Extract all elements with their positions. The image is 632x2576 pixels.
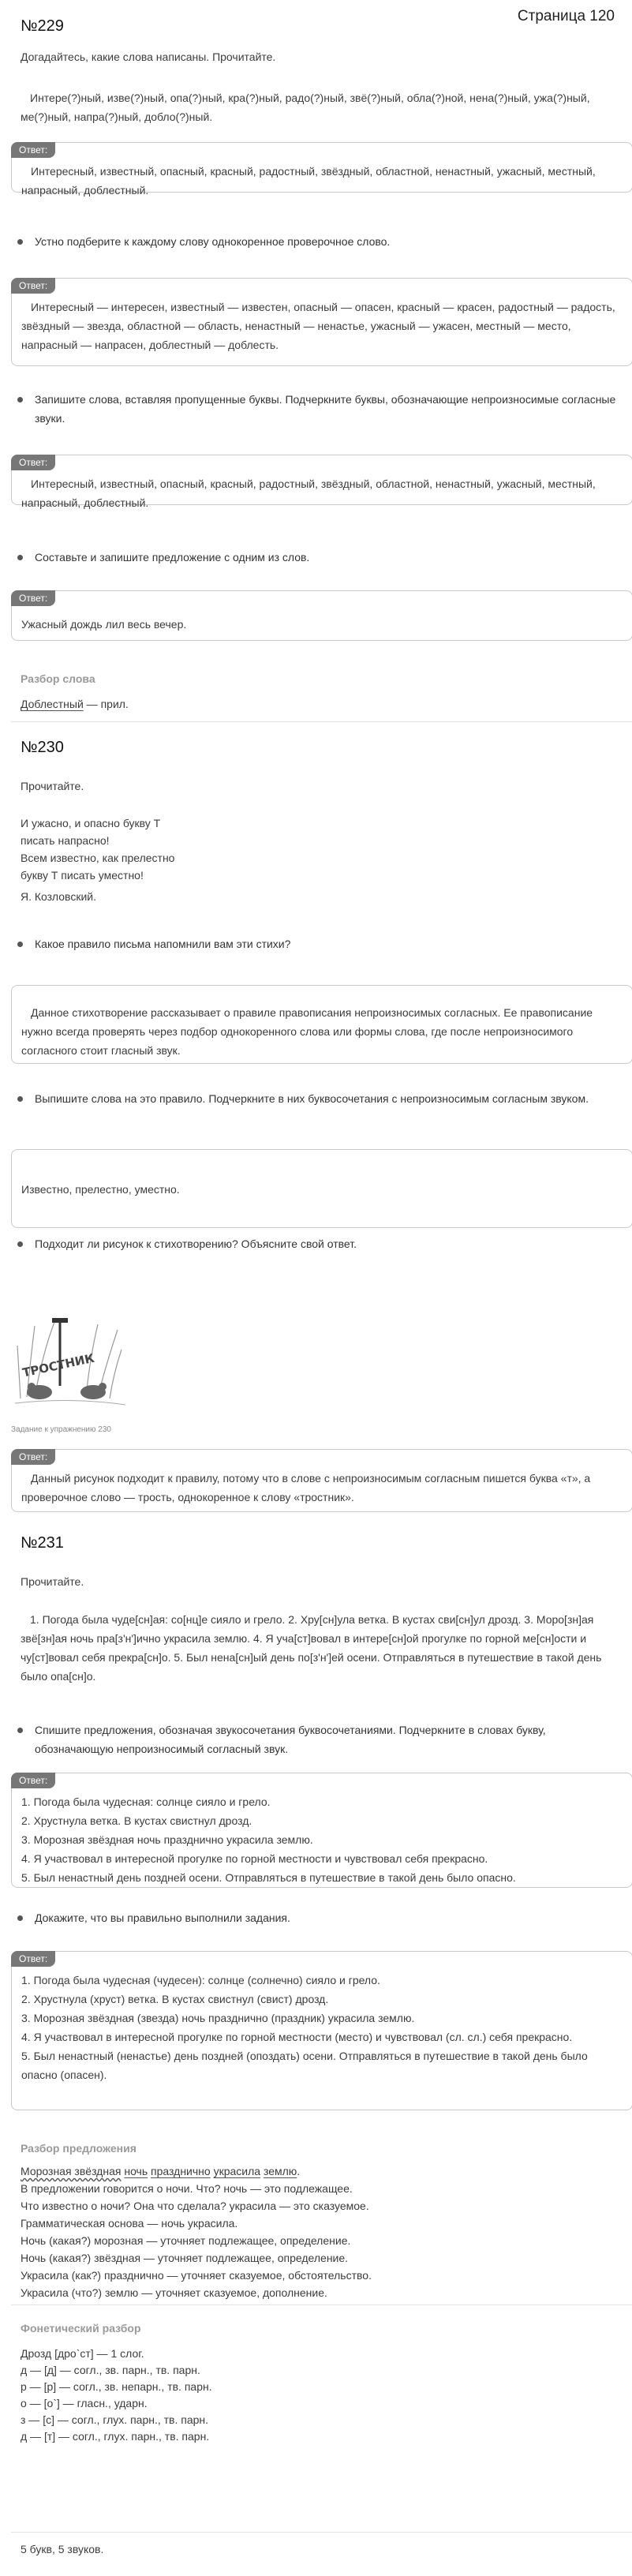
phonetic-line: р — [р] — согл., зв. непарн., тв. парн.: [21, 2380, 212, 2393]
ex230-answer-1: [11, 985, 632, 1064]
ex230-task-3: [17, 1234, 617, 1253]
bullet-icon: [17, 1241, 23, 1247]
sentence-part: празднично: [151, 2165, 211, 2177]
ex230-answer-2: [11, 1149, 632, 1228]
task-text: Спишите предложения, обозначая звукосочетания буквосочетаниями. Подчеркните в словах букву, обозначающую непроизносимый согласный звук.: [35, 1724, 546, 1755]
task-text: Запишите слова, вставляя пропущенные буквы. Подчеркните буквы, обозначающие непроизносимые согласные звуки.: [35, 393, 616, 425]
ex231-task-1: [17, 1720, 617, 1758]
exercise-230-title: №230: [21, 739, 64, 756]
ex229-task-4: [17, 548, 617, 567]
analysis-line: Грамматическая основа — ночь украсила.: [21, 2217, 238, 2230]
illustration-caption: Задание к упражнению 230: [11, 1425, 111, 1434]
analyzed-sentence: [21, 2162, 604, 2180]
ex231-answer-1: [11, 1773, 632, 1888]
analysis-line: Ночь (какая?) звёздная — уточняет подлежащее, определение.: [21, 2252, 349, 2264]
ex230-instruction: Прочитайте.: [21, 780, 84, 792]
ex229-answer-1: [11, 142, 632, 197]
ex229-answer-3: [11, 455, 632, 509]
ex230-poem: [21, 814, 604, 884]
poem-line: писать напрасно!: [21, 834, 110, 847]
answer-text: Ужасный дождь лил весь вечер.: [21, 618, 187, 631]
answer-line: 5. Был ненастный (ненастье) день поздней (опоздать) осени. Отправляться в путешествие в такой день было опасно (опасен).: [21, 2050, 588, 2081]
phonetic-line: о — [о`] — гласн., ударн.: [21, 2397, 148, 2409]
phonetic-line: д — [д] — согл., зв. парн., тв. парн.: [21, 2364, 200, 2376]
answer-label: Ответ:: [11, 142, 55, 158]
frogs-reeds-illustration: [11, 1310, 129, 1421]
phonetic-line: д — [т] — согл., глух. парн., тв. парн.: [21, 2430, 210, 2443]
phonetic-analysis-heading: Фонетический разбор: [21, 2322, 141, 2334]
answer-line: 2. Хрустнула (хруст) ветка. В кустах свистнул (свист) дрозд.: [21, 1993, 329, 2005]
ex229-instruction: Догадайтесь, какие слова написаны. Прочитайте.: [21, 51, 276, 63]
answer-text: [12, 1952, 632, 2092]
task-text: Докажите, что вы правильно выполнили задания.: [35, 1911, 290, 1924]
answer-line: 3. Морозная звёздная ночь празднично украсила землю.: [21, 1833, 313, 1846]
divider: [11, 721, 632, 722]
task-text: Подходит ли рисунок к стихотворению? Объясните свой ответ.: [35, 1237, 357, 1250]
bullet-icon: [17, 397, 23, 402]
divider: [11, 2532, 632, 2533]
ex229-task-2: [17, 232, 617, 251]
figure-word: ТРОСТНИК: [21, 1350, 96, 1380]
answer-label: Ответ:: [11, 590, 55, 606]
word-analysis: [21, 695, 604, 713]
sentence-predicate: украсила: [213, 2165, 261, 2177]
answer-text: Данное стихотворение рассказывает о правиле правописания непроизносимых согласных. Ее правописание нужно всегда проверять через подбор однокоренного слова или формы слова, где после непроизносимого согласного стоит гласный звук.: [21, 1006, 593, 1057]
sentence-part: Морозная звёздная: [21, 2165, 122, 2177]
ex231-answer-2: [11, 1951, 632, 2110]
ex230-answer-3: [11, 1449, 632, 1512]
phonetic-line: з — [с] — согл., глух. парн., тв. парн.: [21, 2413, 209, 2426]
part-of-speech: — прил.: [83, 698, 129, 710]
answer-line: 1. Погода была чудесная: солнце сияло и грело.: [21, 1795, 271, 1808]
bullet-icon: [17, 1728, 23, 1733]
bullet-icon: [17, 1915, 23, 1921]
analysis-line: Ночь (какая?) морозная — уточняет подлежащее, определение.: [21, 2234, 351, 2247]
bullet-icon: [17, 239, 23, 245]
ex229-words: Интере(?)ный, изве(?)ный, опа(?)ный, кра(?)ный, радо(?)ный, звё(?)ный, обла(?)ной, нена(?)ный, ужа(?)ный, ме(?)ный, напра(?)ный, добло(?)ный.: [21, 92, 590, 123]
sentence-analysis-heading: Разбор предложения: [21, 2142, 136, 2155]
ex229-task-3: [17, 390, 617, 428]
task-text: Какое правило письма напомнили вам эти стихи?: [35, 938, 291, 950]
answer-label: Ответ:: [11, 278, 55, 294]
ex230-task-2: [17, 1089, 617, 1108]
answer-text: Интересный, известный, опасный, красный, радостный, звёздный, областной, ненастный, ужасный, местный, напрасный, доблестный.: [21, 477, 596, 509]
exercise-231-title: №231: [21, 1534, 64, 1552]
answer-line: 2. Хрустнула ветка. В кустах свистнул дрозд.: [21, 1814, 252, 1827]
answer-line: 4. Я участвовал в интересной прогулке по горной местности (место) и чувствовал (сл. сл.) себя прекрасно.: [21, 2031, 573, 2043]
answer-line: 1. Погода была чудесная (чудесен): солнце (солнечно) сияло и грело.: [21, 1974, 380, 1986]
answer-label: Ответ:: [11, 1773, 55, 1788]
phonetic-summary: 5 букв, 5 звуков.: [21, 2543, 104, 2555]
analysis-line: В предложении говорится о ночи. Что? ночь — это подлежащее.: [21, 2182, 353, 2195]
poem-line: букву Т писать уместно!: [21, 869, 144, 882]
answer-text: [12, 1773, 632, 1895]
analysis-line: Украсила (как?) празднично — уточняет сказуемое, обстоятельство.: [21, 2269, 372, 2282]
task-text: Выпишите слова на это правило. Подчеркните в них буквосочетания с непроизносимым согласным звуком.: [35, 1092, 589, 1105]
sentence-part: землю: [263, 2165, 297, 2177]
poem-line: Всем известно, как прелестно: [21, 852, 175, 864]
bullet-icon: [17, 942, 23, 947]
ex231-task-2: [17, 1908, 617, 1927]
answer-text: Интересный — интересен, известный — известен, опасный — опасен, красный — красен, радостный — радость, звёздный — звезда, областной — область, ненастный — ненастье, ужасный — ужасен, местный — место, напрасный — напрасен, доблестный — доблесть.: [21, 301, 615, 351]
answer-text: Интересный, известный, опасный, красный, радостный, звёздный, областной, ненастный, ужасный, местный, напрасный, доблестный.: [21, 165, 596, 197]
answer-label: Ответ:: [11, 1951, 55, 1967]
poem-line: И ужасно, и опасно букву Т: [21, 817, 161, 829]
ex229-answer-2: [11, 278, 632, 366]
analysis-line: Украсила (что?) землю — уточняет сказуемое, дополнение.: [21, 2286, 327, 2299]
bullet-icon: [17, 555, 23, 560]
task-text: Устно подберите к каждому слову однокоренное проверочное слово.: [35, 235, 391, 248]
phonetic-line: Дрозд [дро`ст] — 1 слог.: [21, 2347, 144, 2360]
exercise-229-title: №229: [21, 17, 64, 35]
sentence-subject: ночь: [124, 2165, 148, 2177]
bullet-icon: [17, 1096, 23, 1102]
answer-label: Ответ:: [11, 1449, 55, 1465]
ex229-answer-4: [11, 590, 632, 641]
answer-text: Данный рисунок подходит к правилу, потому что в слове с непроизносимым согласным пишется буква «т», а проверочное слово — трость, однокоренное к слову «тростник».: [21, 1472, 591, 1503]
phonetic-analysis: [21, 2346, 604, 2445]
poem-author: Я. Козловский.: [21, 890, 96, 903]
analyzed-word: Доблестный: [21, 698, 84, 710]
exercise-illustration: [11, 1310, 129, 1421]
sentence-end: .: [297, 2165, 301, 2177]
ex231-instruction: Прочитайте.: [21, 1575, 84, 1588]
word-analysis-heading: Разбор слова: [21, 672, 95, 685]
analysis-line: Что известно о ночи? Она что сделала? украсила — это сказуемое.: [21, 2200, 369, 2212]
answer-label: Ответ:: [11, 455, 55, 470]
ex230-task-1: [17, 934, 617, 953]
ex231-text: 1. Погода была чуде[сн]ая: со[нц]е сияло и грело. 2. Хру[сн]ула ветка. В кустах сви[сн]ул дрозд. 3. Моро[зн]ая звё[зн]ая ночь пра[з'н']ично украсила землю. 4. Я уча[ст]вовал в интере[сн]ой прогулке по горной ме[сн]ости и чу[ст]вовал себя прекра[сн]о. 5. Был нена[сн]ый день по[з'н']ей осени. Отправляться в путешествие в такой день было опа[сн]о.: [21, 1613, 602, 1683]
answer-line: 3. Морозная звёздная (звезда) ночь празднично (праздник) украсила землю.: [21, 2012, 415, 2024]
task-text: Составьте и запишите предложение с одним из слов.: [35, 551, 310, 564]
answer-line: 5. Был ненастный день поздней осени. Отправляться в путешествие в такой день было опасно.: [21, 1871, 516, 1884]
sentence-analysis: [21, 2162, 604, 2301]
answer-text: Известно, прелестно, уместно.: [21, 1183, 180, 1196]
answer-line: 4. Я участвовал в интересной прогулке по горной местности и чувствовал себя прекрасно.: [21, 1852, 488, 1865]
page-number: Страница 120: [517, 8, 615, 24]
